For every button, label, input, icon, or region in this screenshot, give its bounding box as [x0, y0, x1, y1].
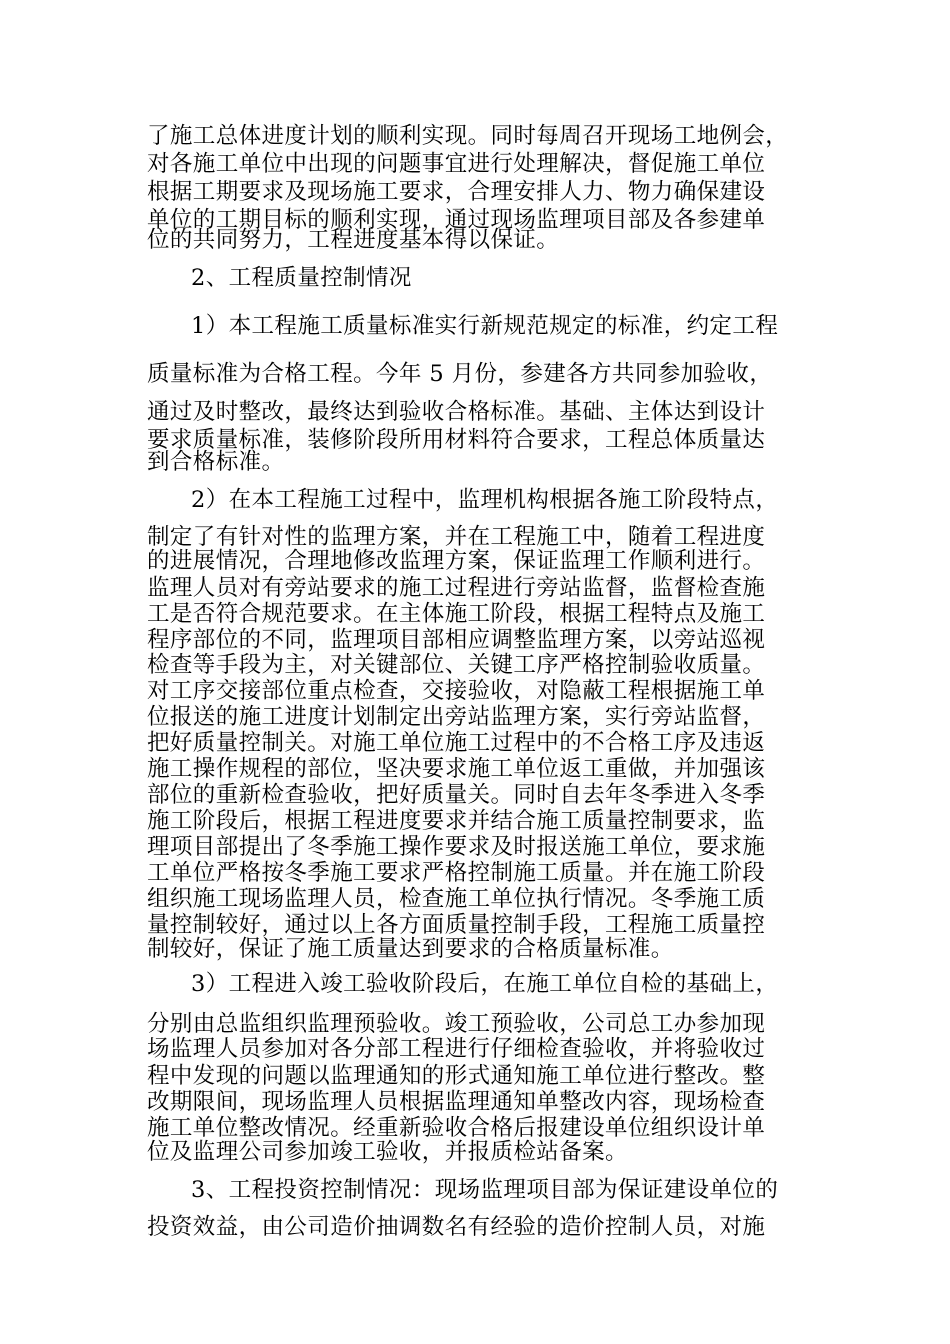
text-line: 程中发现的问题以监理通知的形式通知施工单位进行整改。整: [147, 1063, 766, 1089]
text-line: 根据工期要求及现场施工要求，合理安排人力、物力确保建设: [147, 179, 766, 205]
text-line: 单位的工期目标的顺利实现，通过现场监理项目部及各参建单: [147, 207, 766, 233]
text-line: 量控制较好，通过以上各方面质量控制手段，工程施工质量控: [147, 912, 766, 938]
text-line: 检查等手段为主，对关键部位、关键工序严格控制验收质量。: [147, 652, 766, 678]
text-line: 对工序交接部位重点检查，交接验收，对隐蔽工程根据施工单: [147, 678, 766, 704]
text-line: 把好质量控制关。对施工单位施工过程中的不合格工序及违返: [147, 730, 766, 756]
text-line: 制较好，保证了施工质量达到要求的合格质量标准。: [147, 936, 674, 962]
text-line: 部位的重新检查验收，把好质量关。同时自去年冬季进入冬季: [147, 782, 766, 808]
text-line: 制定了有针对性的监理方案，并在工程施工中，随着工程进度: [147, 524, 766, 550]
text-line: 2）在本工程施工过程中，监理机构根据各施工阶段特点，: [191, 487, 779, 513]
text-line: 组织施工现场监理人员，检查施工单位执行情况。冬季施工质: [147, 886, 766, 912]
text-line: 程序部位的不同，监理项目部相应调整监理方案，以旁站巡视: [147, 627, 766, 653]
text-line: 改期限间，现场监理人员根据监理通知单整改内容，现场检查: [147, 1089, 766, 1115]
text-line: 投资效益，由公司造价抽调数名有经验的造价控制人员，对施: [147, 1214, 766, 1240]
text-line: 位的共同努力，工程进度基本得以保证。: [147, 227, 560, 253]
text-line: 3）工程进入竣工验收阶段后，在施工单位自检的基础上，: [191, 971, 779, 997]
text-line: 了施工总体进度计划的顺利实现。同时每周召开现场工地例会，: [147, 123, 789, 149]
text-line: 分别由总监组织监理预验收。竣工预验收，公司总工办参加现: [147, 1011, 766, 1037]
text-line: 要求质量标准，装修阶段所用材料符合要求，工程总体质量达: [147, 427, 766, 453]
text-line: 3、工程投资控制情况：现场监理项目部为保证建设单位的: [191, 1177, 779, 1203]
text-line: 到合格标准。: [147, 449, 285, 475]
text-line: 的进展情况，合理地修改监理方案，保证监理工作顺利进行。: [147, 548, 766, 574]
text-line: 通过及时整改，最终达到验收合格标准。基础、主体达到设计: [147, 399, 766, 425]
text-line: 对各施工单位中出现的问题事宜进行处理解决，督促施工单位: [147, 151, 766, 177]
section-heading: 2、工程质量控制情况: [191, 265, 412, 291]
text-line: 位报送的施工进度计划制定出旁站监理方案，实行旁站监督，: [147, 704, 766, 730]
text-line: 施工阶段后，根据工程进度要求并结合施工质量控制要求，监: [147, 808, 766, 834]
text-line: 场监理人员参加对各分部工程进行仔细检查验收，并将验收过: [147, 1036, 766, 1062]
text-line: 1）本工程施工质量标准实行新规范规定的标准，约定工程: [191, 313, 779, 339]
text-line: 理项目部提出了冬季施工操作要求及时报送施工单位，要求施: [147, 834, 766, 860]
text-line: 工是否符合规范要求。在主体施工阶段，根据工程特点及施工: [147, 601, 766, 627]
text-line: 质量标准为合格工程。今年 5 月份，参建各方共同参加验收，: [147, 361, 773, 387]
text-line: 监理人员对有旁站要求的施工过程进行旁站监督，监督检查施: [147, 575, 766, 601]
text-line: 工单位严格按冬季施工要求严格控制施工质量。并在施工阶段: [147, 860, 766, 886]
text-line: 施工单位整改情况。经重新验收合格后报建设单位组织设计单: [147, 1115, 766, 1141]
text-line: 施工操作规程的部位，坚决要求施工单位返工重做，并加强该: [147, 756, 766, 782]
text-line: 位及监理公司参加竣工验收，并报质检站备案。: [147, 1139, 628, 1165]
